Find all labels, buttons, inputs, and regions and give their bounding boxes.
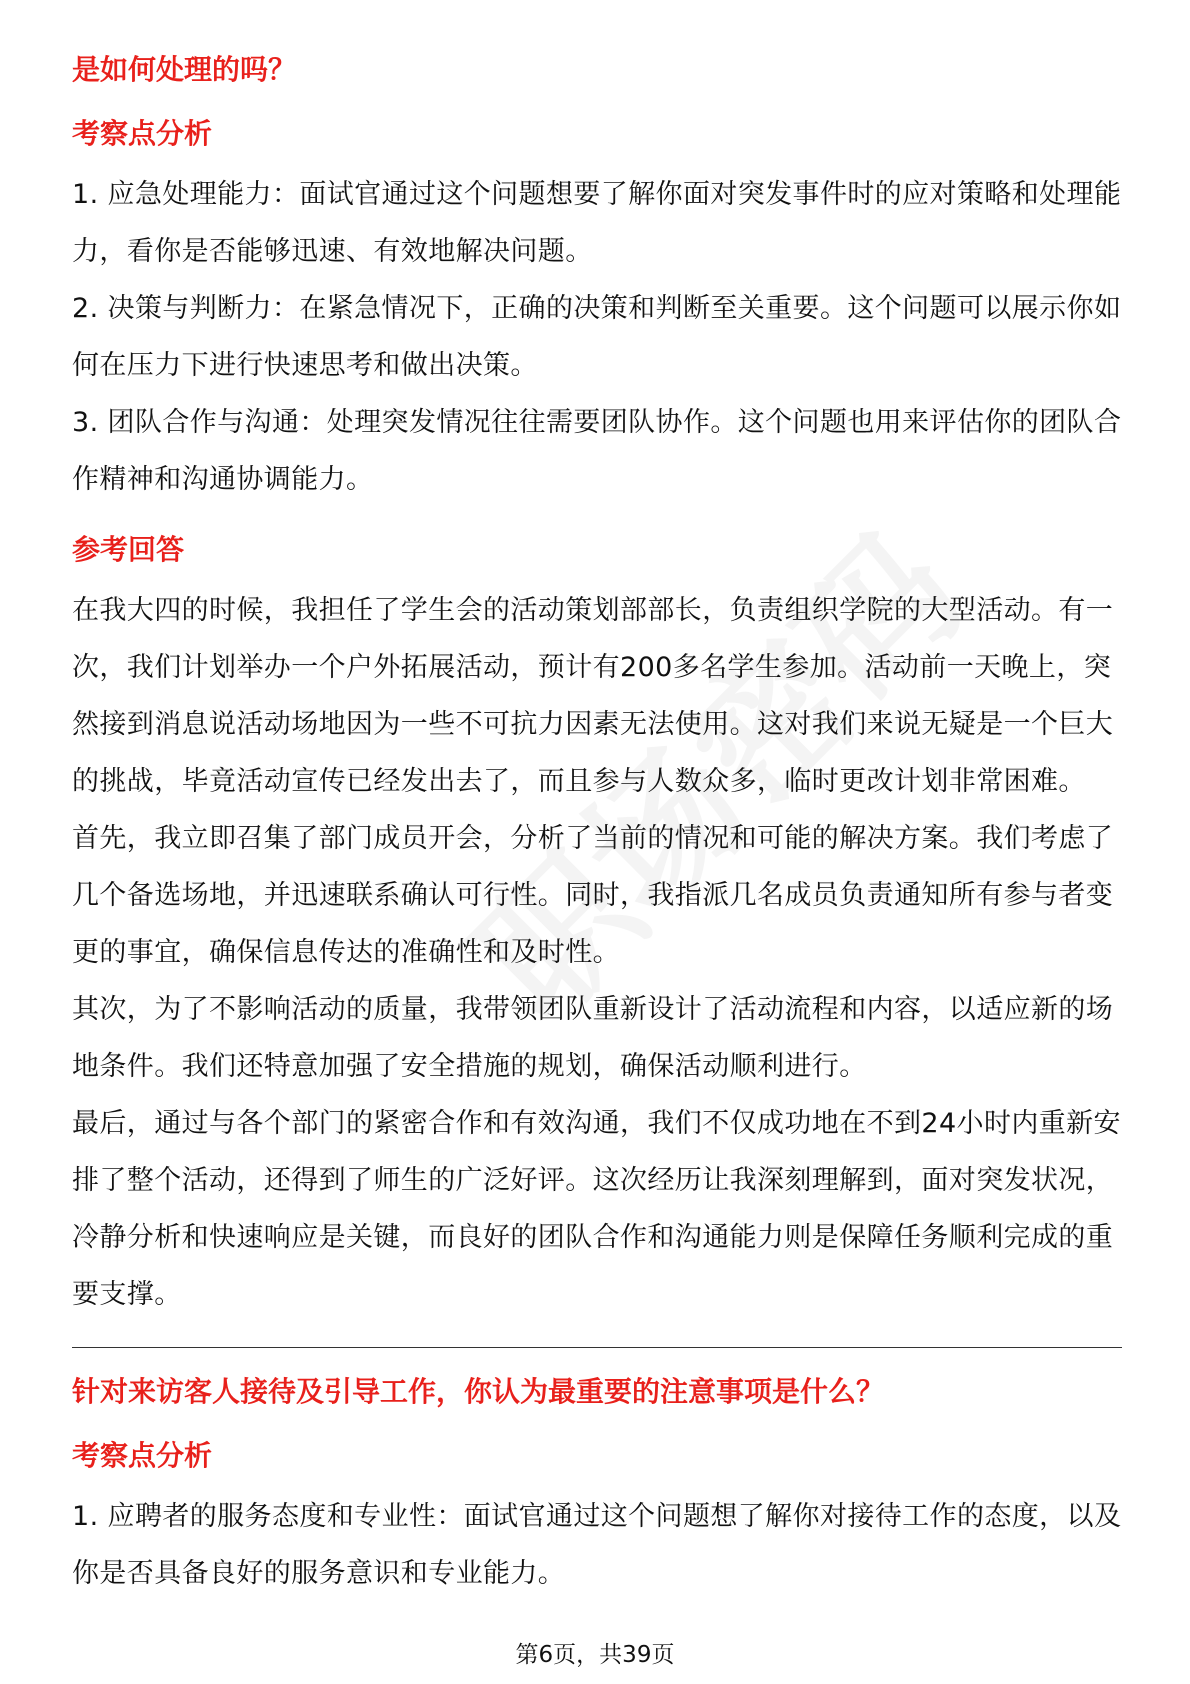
- analysis-point: 3. 团队合作与沟通：处理突发情况往往需要团队协作。这个问题也用来评估你的团队合作精神和沟通协调能力。: [72, 407, 1122, 495]
- analysis-point: 1. 应急处理能力：面试官通过这个问题想要了解你面对突发事件时的应对策略和处理能力，看你是否能够迅速、有效地解决问题。: [72, 179, 1122, 267]
- analysis-heading: 考察点分析: [72, 1439, 213, 1472]
- question-tail: 是如何处理的吗？: [72, 53, 297, 86]
- page-content: [72, 38, 1122, 1602]
- answer-heading: 参考回答: [72, 533, 185, 566]
- page-number: 第6页，共39页: [515, 1642, 675, 1668]
- answer-paragraph: 最后，通过与各个部门的紧密合作和有效沟通，我们不仅成功地在不到24小时内重新安排了整个活动，还得到了师生的广泛好评。这次经历让我深刻理解到，面对突发状况，冷静分析和快速响应是关键，而良好的团队合作和沟通能力则是保障任务顺利完成的重要支撑。: [72, 1108, 1121, 1310]
- analysis-point: 1. 应聘者的服务态度和专业性：面试官通过这个问题想了解你对接待工作的态度，以及你是否具备良好的服务意识和专业能力。: [72, 1501, 1122, 1589]
- answer-paragraph: 其次，为了不影响活动的质量，我带领团队重新设计了活动流程和内容，以适应新的场地条件。我们还特意加强了安全措施的规划，确保活动顺利进行。: [72, 994, 1114, 1082]
- analysis-heading: 考察点分析: [72, 117, 213, 150]
- analysis-point: 2. 决策与判断力：在紧急情况下，正确的决策和判断至关重要。这个问题可以展示你如何在压力下进行快速思考和做出决策。: [72, 293, 1122, 381]
- section-divider: [72, 1347, 1122, 1348]
- question-title: 针对来访客人接待及引导工作，你认为最重要的注意事项是什么？: [72, 1375, 885, 1408]
- answer-paragraph: 首先，我立即召集了部门成员开会，分析了当前的情况和可能的解决方案。我们考虑了几个备选场地，并迅速联系确认可行性。同时，我指派几名成员负责通知所有参与者变更的事宜，确保信息传达的准确性和及时性。: [72, 823, 1114, 968]
- answer-paragraph: 在我大四的时候，我担任了学生会的活动策划部部长，负责组织学院的大型活动。有一次，我们计划举办一个户外拓展活动，预计有200多名学生参加。活动前一天晚上，突然接到消息说活动场地因为一些不可抗力因素无法使用。这对我们来说无疑是一个巨大的挑战，毕竟活动宣传已经发出去了，而且参与人数众多，临时更改计划非常困难。: [72, 595, 1114, 797]
